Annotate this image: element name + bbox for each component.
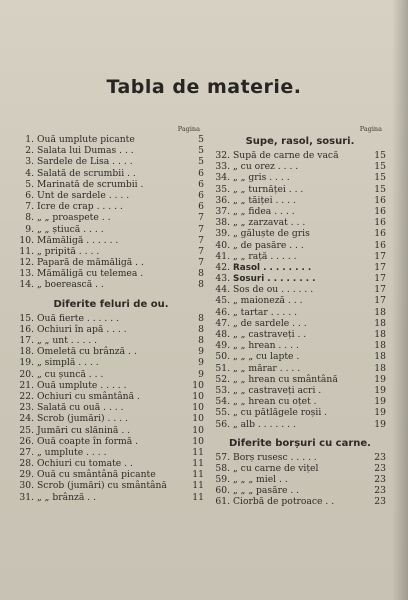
toc-entry	[18, 391, 204, 402]
entry-number: 23.	[19, 402, 34, 414]
entry-number: 17.	[19, 335, 34, 346]
entry-page-number: 23	[374, 451, 386, 463]
entry-title: „ „ tăiței . . . .	[233, 194, 296, 206]
entry-title: „ „ știucă . . . .	[37, 223, 104, 235]
toc-entry	[18, 492, 204, 503]
entry-number: 35.	[215, 183, 230, 195]
entry-page-number: 15	[374, 183, 386, 195]
entry-page-number: 15	[374, 172, 386, 184]
entry-page-number: 11	[192, 469, 204, 481]
entry-title: „ „ hrean cu smântână	[233, 373, 338, 385]
toc-entry	[18, 458, 204, 469]
toc-entry	[18, 369, 204, 380]
toc-entry	[214, 485, 386, 496]
entry-page-number: 18	[374, 340, 386, 352]
toc-entry	[18, 145, 204, 156]
toc-entry	[214, 195, 386, 206]
entry-title: Ouă cu smântână picante	[37, 469, 156, 481]
entry-number: 13.	[19, 268, 34, 280]
entry-page-number: 8	[198, 279, 204, 291]
entry-title: „ de sardele . . .	[233, 317, 307, 329]
entry-title: Salată cu ouă . . . .	[37, 402, 124, 414]
entry-number: 24.	[19, 413, 34, 425]
entry-number: 6.	[25, 189, 34, 201]
toc-entry	[214, 374, 386, 385]
entry-title: „ „ hrean . . . .	[233, 340, 299, 352]
entry-title: Supă de carne de vacă	[233, 150, 339, 161]
toc-entry	[18, 357, 204, 368]
toc-entry	[214, 496, 386, 507]
entry-title: „ cu pătlăgele roșii .	[233, 407, 328, 419]
toc-entry	[18, 212, 204, 223]
entry-title: Mămăligă . . . . . .	[37, 234, 119, 246]
entry-page-number: 6	[198, 189, 204, 201]
entry-title: Sardele de Lisa . . . .	[37, 156, 133, 168]
entry-number: 15.	[19, 312, 34, 324]
entry-title: „ „ „ pasăre . .	[233, 485, 300, 497]
entry-page-number: 11	[192, 480, 204, 492]
entry-number: 3.	[25, 156, 34, 168]
entry-title: „ „ castraveți . .	[233, 329, 307, 340]
entry-title: Unt de sardele . . . .	[37, 189, 130, 201]
entry-title: Ouă umplute . . . . .	[37, 379, 127, 391]
entry-number: 43.	[215, 273, 230, 285]
entry-page-number: 16	[374, 217, 386, 229]
entry-title: Ouă umplute picante	[37, 134, 135, 145]
entry-number: 48.	[215, 329, 230, 340]
entry-title: Sosuri . . . . . . . .	[233, 274, 316, 285]
entry-title: Salată de scrumbii . .	[37, 167, 136, 179]
toc-entry	[214, 407, 386, 418]
toc-entry	[18, 313, 204, 324]
entry-page-number: 19	[374, 418, 386, 430]
toc-entry	[214, 351, 386, 362]
page-column-label: Pagina	[177, 125, 200, 133]
toc-entry	[214, 150, 386, 161]
entry-number: 20.	[19, 368, 34, 380]
toc-entry	[214, 161, 386, 172]
entry-page-number: 23	[374, 462, 386, 474]
toc-entry	[18, 380, 204, 391]
toc-entry	[18, 190, 204, 201]
entry-number: 60.	[215, 485, 230, 497]
entry-page-number: 7	[198, 223, 204, 235]
toc-entry	[214, 340, 386, 351]
entry-page-number: 23	[374, 496, 386, 508]
toc-right-column	[214, 124, 386, 508]
entry-page-number: 10	[192, 413, 204, 425]
toc-entry	[214, 329, 386, 340]
entry-number: 5.	[25, 178, 34, 190]
toc-entry	[214, 228, 386, 239]
entry-page-number: 19	[374, 396, 386, 408]
entry-page-number: 18	[374, 351, 386, 363]
entry-number: 33.	[215, 161, 230, 173]
entry-number: 44.	[215, 284, 230, 296]
entry-page-number: 10	[192, 390, 204, 402]
entry-page-number: 6	[198, 178, 204, 190]
toc-left-column	[18, 124, 204, 503]
entry-page-number: 18	[374, 317, 386, 329]
entry-page-number: 18	[374, 362, 386, 374]
toc-entry	[214, 419, 386, 430]
toc-entry	[214, 452, 386, 463]
entry-page-number: 10	[192, 379, 204, 391]
entry-title: „ tartar . . . . .	[233, 306, 298, 318]
toc-entry	[214, 284, 386, 295]
entry-title: Salata lui Dumas . . .	[37, 145, 134, 157]
entry-number: 56.	[215, 418, 230, 430]
entry-page-number: 23	[374, 474, 386, 486]
entry-page-number: 8	[198, 268, 204, 280]
entry-number: 41.	[215, 250, 230, 262]
entry-page-number: 5	[198, 145, 204, 157]
entry-page-number: 9	[198, 346, 204, 358]
toc-entry	[18, 179, 204, 190]
entry-number: 46.	[215, 306, 230, 318]
entry-title: „ „ rață . . . . .	[233, 250, 297, 262]
toc-entry	[18, 201, 204, 212]
entry-page-number: 11	[192, 491, 204, 503]
toc-entry	[18, 235, 204, 246]
entry-title: „ „ turnăței . . .	[233, 183, 304, 195]
toc-entry	[18, 335, 204, 346]
entry-page-number: 19	[374, 384, 386, 396]
toc-entry	[18, 257, 204, 268]
toc-entry	[18, 156, 204, 167]
entry-title: „ de pasăre . . .	[233, 239, 304, 251]
entry-title: „ „ „ cu lapte .	[233, 351, 300, 363]
entry-number: 25.	[19, 424, 34, 436]
entry-page-number: 7	[198, 234, 204, 246]
entry-page-number: 23	[374, 485, 386, 497]
toc-entry	[214, 318, 386, 329]
entry-number: 2.	[25, 145, 34, 157]
entry-page-number: 11	[192, 446, 204, 458]
entry-title: „ „ „ miel . .	[233, 474, 288, 486]
toc-entry	[18, 346, 204, 357]
page-column-label: Pagina	[359, 125, 382, 133]
toc-entry	[214, 217, 386, 228]
entry-page-number: 6	[198, 167, 204, 179]
entry-number: 53.	[215, 384, 230, 396]
entry-number: 7.	[25, 201, 34, 213]
toc-entry	[214, 206, 386, 217]
entry-title: Ouă coapte în formă .	[37, 435, 139, 447]
entry-title: Omeletă cu brânză . .	[37, 346, 137, 358]
toc-entry	[214, 396, 386, 407]
entry-page-number: 10	[192, 424, 204, 436]
entry-number: 11.	[19, 245, 34, 257]
entry-page-number: 7	[198, 245, 204, 257]
entry-number: 45.	[215, 295, 230, 307]
section-heading: Diferite borșuri cu carne.	[229, 437, 371, 449]
entry-number: 34.	[215, 172, 230, 184]
entry-title: Jumări cu slănină . .	[37, 424, 131, 436]
toc-entry	[18, 402, 204, 413]
entry-page-number: 17	[374, 250, 386, 262]
entry-page-number: 8	[198, 335, 204, 346]
entry-page-number: 11	[192, 458, 204, 470]
entry-title: Scrob (jumări) cu smântână	[37, 480, 167, 492]
toc-entry	[18, 324, 204, 335]
toc-entry	[214, 363, 386, 374]
entry-page-number: 17	[374, 295, 386, 307]
entry-title: „ cu carne de vițel	[233, 462, 319, 474]
entry-number: 58.	[215, 462, 230, 474]
toc-entry	[18, 480, 204, 491]
entry-number: 12.	[19, 257, 34, 269]
entry-page-number: 16	[374, 228, 386, 240]
entry-page-number: 15	[374, 161, 386, 173]
entry-page-number: 7	[198, 257, 204, 269]
entry-title: Papară de mămăligă . .	[37, 257, 144, 269]
toc-entry	[214, 307, 386, 318]
entry-number: 18.	[19, 346, 34, 358]
entry-number: 61.	[215, 496, 230, 508]
entry-title: „ boerească . .	[37, 279, 104, 291]
entry-number: 9.	[25, 223, 34, 235]
entry-page-number: 5	[198, 134, 204, 145]
entry-page-number: 10	[192, 435, 204, 447]
entry-number: 55.	[215, 407, 230, 419]
entry-page-number: 8	[198, 323, 204, 335]
toc-entry	[18, 134, 204, 145]
entry-title: „ maioneză . . .	[233, 295, 303, 307]
entry-title: „ „ brânză . .	[37, 491, 97, 503]
entry-number: 31.	[19, 491, 34, 503]
toc-entry	[18, 168, 204, 179]
entry-page-number: 5	[198, 156, 204, 168]
page-edge-shadow	[392, 0, 408, 600]
entry-title: Rasol . . . . . . . .	[233, 262, 312, 273]
entry-number: 59.	[215, 474, 230, 486]
entry-number: 16.	[19, 323, 34, 335]
toc-entry	[18, 246, 204, 257]
entry-number: 1.	[25, 134, 34, 145]
entry-number: 10.	[19, 234, 34, 246]
entry-title: „ „ castraveți acri .	[233, 384, 322, 396]
entry-title: Mămăligă cu telemea .	[37, 268, 144, 280]
entry-title: Marinată de scrumbii .	[37, 178, 144, 190]
entry-number: 49.	[215, 340, 230, 352]
entry-title: „ „ mărar . . . .	[233, 362, 301, 374]
entry-page-number: 19	[374, 373, 386, 385]
toc-entry	[214, 172, 386, 183]
section-heading: Diferite feluri de ou.	[53, 298, 169, 310]
entry-title: „ „ gris . . . .	[233, 172, 290, 184]
entry-title: „ umplute . . . .	[37, 446, 107, 458]
entry-page-number: 10	[192, 402, 204, 414]
entry-page-number: 19	[374, 407, 386, 419]
entry-number: 54.	[215, 396, 230, 408]
entry-title: „ „ fidea . . . .	[233, 205, 295, 217]
entry-number: 51.	[215, 362, 230, 374]
entry-page-number: 17	[374, 273, 386, 285]
entry-number: 27.	[19, 446, 34, 458]
entry-number: 30.	[19, 480, 34, 492]
entry-number: 29.	[19, 469, 34, 481]
entry-number: 42.	[215, 261, 230, 273]
entry-title: „ „ proaspete . .	[37, 212, 111, 224]
entry-page-number: 7	[198, 212, 204, 224]
toc-entry	[18, 268, 204, 279]
entry-title: „ „ hrean cu oțet .	[233, 396, 317, 408]
entry-page-number: 16	[374, 239, 386, 251]
entry-page-number: 15	[374, 150, 386, 161]
entry-title: „ alb . . . . . . .	[233, 418, 296, 430]
section-heading: Supe, rasol, sosuri.	[245, 136, 355, 147]
toc-entry	[18, 224, 204, 235]
entry-title: „ cu orez . . . .	[233, 161, 299, 173]
toc-entry	[18, 447, 204, 458]
entry-number: 39.	[215, 228, 230, 240]
entry-page-number: 18	[374, 329, 386, 340]
entry-page-number: 9	[198, 368, 204, 380]
entry-page-number: 17	[374, 261, 386, 273]
entry-title: „ pripită . . . .	[37, 245, 100, 257]
entry-title: Icre de crap . . . . .	[37, 201, 123, 213]
entry-number: 50.	[215, 351, 230, 363]
entry-number: 4.	[25, 167, 34, 179]
entry-number: 21.	[19, 379, 34, 391]
entry-number: 38.	[215, 217, 230, 229]
toc-entry	[18, 469, 204, 480]
toc-entry	[214, 463, 386, 474]
entry-number: 19.	[19, 357, 34, 369]
entry-number: 8.	[25, 212, 34, 224]
entry-number: 37.	[215, 205, 230, 217]
entry-number: 32.	[215, 150, 230, 161]
entry-number: 47.	[215, 317, 230, 329]
toc-entry	[18, 436, 204, 447]
entry-title: „ simplă . . . .	[37, 357, 99, 369]
entry-title: „ cu șuncă . . .	[37, 368, 104, 380]
toc-entry	[18, 425, 204, 436]
toc-entry	[214, 295, 386, 306]
toc-entry	[18, 279, 204, 290]
entry-title: Ochiuri cu tomate . .	[37, 458, 133, 470]
entry-title: Ochiuri în apă . . . .	[37, 323, 127, 335]
entry-number: 14.	[19, 279, 34, 291]
entry-page-number: 16	[374, 194, 386, 206]
entry-title: „ „ zarzavat . . .	[233, 217, 306, 229]
entry-title: Borș rusesc . . . . .	[233, 451, 317, 463]
entry-number: 22.	[19, 390, 34, 402]
entry-number: 57.	[215, 451, 230, 463]
toc-entry	[18, 413, 204, 424]
entry-page-number: 17	[374, 284, 386, 296]
toc-entry	[214, 262, 386, 273]
entry-page-number: 9	[198, 357, 204, 369]
toc-entry	[214, 240, 386, 251]
toc-entry	[214, 251, 386, 262]
entry-page-number: 18	[374, 306, 386, 318]
entry-title: Scrob (jumări) . . . .	[37, 413, 128, 425]
toc-entry	[214, 273, 386, 284]
entry-number: 40.	[215, 239, 230, 251]
entry-number: 28.	[19, 458, 34, 470]
toc-entry	[214, 385, 386, 396]
entry-number: 52.	[215, 373, 230, 385]
entry-number: 26.	[19, 435, 34, 447]
toc-entry	[214, 184, 386, 195]
toc-entry	[214, 474, 386, 485]
entry-page-number: 16	[374, 205, 386, 217]
entry-number: 36.	[215, 194, 230, 206]
page-title: Tabla de materie.	[106, 76, 302, 98]
entry-title: Ouă fierte . . . . . .	[37, 312, 119, 324]
entry-title: „ „ unt . . . . .	[37, 335, 98, 346]
entry-title: Sos de ou . . . . . .	[233, 284, 314, 296]
entry-title: Ciorbă de potroace . .	[233, 496, 335, 508]
entry-title: Ochiuri cu smântână .	[37, 390, 140, 402]
entry-page-number: 6	[198, 201, 204, 213]
entry-page-number: 8	[198, 312, 204, 324]
entry-title: „ găluște de gris	[233, 228, 310, 240]
